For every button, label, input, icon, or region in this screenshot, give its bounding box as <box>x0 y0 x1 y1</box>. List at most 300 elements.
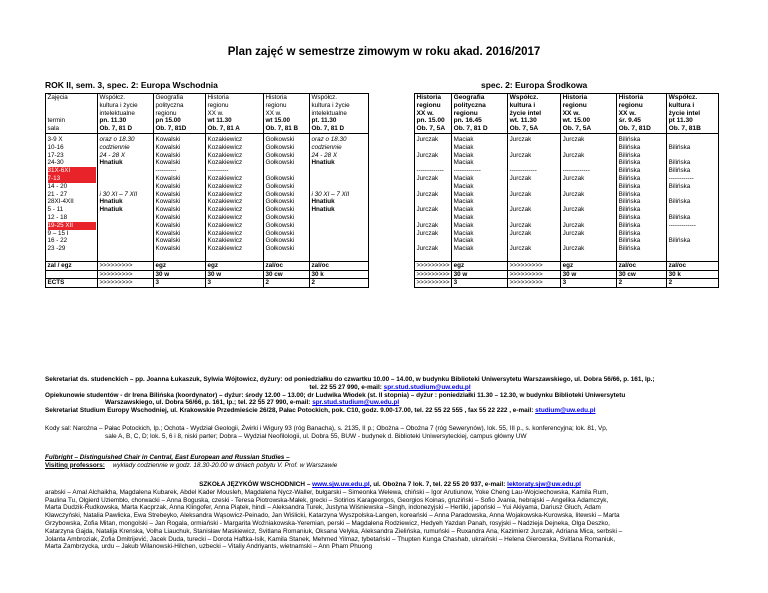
schedule-entry: ------------- <box>668 221 696 229</box>
schedule-entry <box>669 191 717 199</box>
cell-text: XX w. <box>562 109 580 117</box>
summary-cell: >>>>>>>>> <box>416 279 450 287</box>
schedule-entry: Bilińska <box>618 135 641 143</box>
schedule-entry: Maciak <box>453 174 474 182</box>
secretariat-email-label: e-mail: <box>361 383 382 391</box>
schedule-entry: Bilińska <box>618 206 641 214</box>
summary-cell: 2 <box>264 279 310 288</box>
cell-text: Ob. 7, 81 D <box>311 125 345 133</box>
schedule-entry: Gołkowski <box>265 143 295 151</box>
schedule-entry: Hnatiuk <box>311 206 335 214</box>
cell-text: Ob. 7, 5A <box>416 125 446 133</box>
schedule-entry: Gołkowski <box>265 221 295 229</box>
schedule-entry: Gołkowski <box>265 213 295 221</box>
schedule-entry: Kowalski <box>155 237 181 245</box>
gap-cell <box>369 279 415 288</box>
schedule-entry: codziennie <box>99 143 130 151</box>
school-email-link[interactable]: lektoraty.sjw@uw.edu.pl <box>507 481 581 488</box>
schedule-entry: Gołkowski <box>265 198 295 206</box>
schedule-entry <box>417 144 450 152</box>
schedule-entry <box>669 152 717 160</box>
summary-cell: egz <box>206 261 264 270</box>
languages-line-5: Grzybowska, Zofia Mitan, mongolski – Jan Rogala, ormiański - Margarita Woźniakowska-Yeremian, perski – Magdalena Rodziewicz, Hedyeh Yazdan Panah, rosyjski – Nadzieja Dejneka, Olga Deszko, <box>45 519 610 527</box>
course-header-cell <box>310 94 369 134</box>
summary-cell: >>>>>>>>> <box>98 279 154 288</box>
schedule-entry: Kowalski <box>155 229 181 237</box>
cell-text: Ob. 7, 81 D <box>453 125 488 133</box>
cell-text: śr. 9.45 <box>618 117 641 125</box>
cell-text: wt 15.00 <box>265 117 291 125</box>
schedule-entry <box>312 175 367 183</box>
cell-text: kultura i <box>668 101 695 109</box>
schedule-entry: Jurczak <box>416 221 439 229</box>
date-range: 19-25 XII <box>48 222 96 230</box>
row-label: zal / egz <box>46 261 98 270</box>
schedule-entry: ------------- <box>562 167 590 175</box>
school-website-link[interactable]: www.sjw.uw.edu.pl <box>312 481 370 488</box>
schedule-entry: Jurczak <box>509 245 532 253</box>
date-range: 24-30 <box>47 159 64 167</box>
schedule-entry: Bilińska <box>618 143 641 151</box>
cell-text: życie intel <box>668 109 701 117</box>
cell-text: Historia <box>562 94 588 101</box>
schedule-entry: Kozakiewicz <box>207 221 243 229</box>
date-range: 12 - 18 <box>47 213 68 221</box>
schedule-entry: Hnatiuk <box>99 206 123 214</box>
schedule-entry: ------------- <box>509 167 537 175</box>
schedule-entry <box>312 222 367 230</box>
cell-text <box>48 102 96 110</box>
course-header-cell <box>415 94 452 134</box>
summary-cell: egz <box>561 261 617 270</box>
schedule-entry: Bilińska <box>668 167 691 175</box>
summary-cell: 3 <box>452 279 508 288</box>
schedule-entry: Bilińska <box>618 245 641 253</box>
schedule-entry: Bilińska <box>618 159 641 167</box>
schedule-entry: Gołkowski <box>265 174 295 182</box>
schedule-entry: Kozakiewicz <box>207 190 243 198</box>
teacher-column <box>452 133 508 261</box>
schedule-entry <box>100 230 152 238</box>
cell-text: Ob. 7, 81 B <box>265 125 299 133</box>
schedule-entry: i 30 XI – 7 XII <box>99 190 138 198</box>
schedule-entry: Kowalski <box>155 213 181 221</box>
visiting-text: wykłady codziennie w godz. 18.30-20.00 w dniach pobytu V. Prof. w Warszawie <box>112 461 338 469</box>
schedule-entry: i 30 XI – 7 XII <box>311 190 350 198</box>
cell-text: Historia <box>265 94 287 101</box>
schedule-entry: Bilińska <box>668 143 691 151</box>
schedule-entry: Jurczak <box>509 206 532 214</box>
schedule-entry <box>510 198 559 206</box>
cell-text: Ob. 7, 5A <box>509 125 539 133</box>
schedule-entry: Kowalski <box>155 135 181 143</box>
summary-cell: >>>>>>>>> <box>508 270 561 279</box>
zal-row <box>46 261 719 270</box>
cell-text: pn. 15.00 <box>416 117 445 125</box>
schedule-entry: Gołkowski <box>265 237 295 245</box>
date-range: 28XI-4XII <box>47 198 74 206</box>
schedule-entry <box>100 183 152 191</box>
schedule-entry: Jurczak <box>509 151 532 159</box>
course-header-cell <box>667 94 719 134</box>
right-header: spec. 2: Europa Środkowa <box>481 80 588 90</box>
summary-cell: zal/oc <box>264 261 310 270</box>
cell-text: regionu <box>562 101 587 109</box>
schedule-entry <box>312 183 367 191</box>
summary-cell: >>>>>>>>> <box>98 270 154 279</box>
schedule-entry: Jurczak <box>416 245 439 253</box>
schedule-table <box>45 93 719 288</box>
schedule-entry <box>563 183 615 191</box>
advisors-email-link[interactable]: spr.stud.studium@uw.edu.pl <box>312 399 400 407</box>
schedule-entry: Jurczak <box>562 229 585 237</box>
schedule-entry: Maciak <box>453 135 474 143</box>
schedule-entry: Maciak <box>453 182 474 190</box>
schedule-entry: Gołkowski <box>265 190 295 198</box>
summary-cell: egz <box>452 261 508 270</box>
secretariat-email-link[interactable]: spr.stud.studium@uw.edu.pl <box>383 383 471 391</box>
schedule-entry: Kozakiewicz <box>207 135 243 143</box>
cell-text: XX w. <box>265 109 282 117</box>
schedule-entry: 24 - 28 X <box>99 151 126 159</box>
schedule-entry: Maciak <box>453 198 474 206</box>
cell-text: Ob. 7, 81 A <box>207 125 240 133</box>
cell-text: Współcz. <box>99 94 126 101</box>
schedule-entry: ---------- <box>207 167 229 175</box>
cell-text: Współcz. <box>509 94 539 101</box>
schedule-entry: Jurczak <box>562 190 585 198</box>
schedule-entry <box>100 245 152 253</box>
languages-line-4: Kławczyński, Natalia Pawlicka, Ewa Strebeyko, Aleksandra Wąsowicz-Peinado, Jan Wiślicki, Katarzyna Wyszpolska-Langen, koreański – Anna Paradowska, Anna Wojakowska-Kurowska, litewski – Marta <box>45 512 620 520</box>
advisors-text-2: Warszawskiego, ul. Dobra 56/66, p. 161, Ip.; tel. 22 55 27 990, e-mail: <box>105 399 311 407</box>
schedule-entry <box>100 222 152 230</box>
schedule-entry: codziennie <box>311 143 342 151</box>
teacher-column <box>617 133 667 261</box>
language-school <box>45 481 735 551</box>
summary-cell: zal/oc <box>617 261 667 270</box>
cell-text: XX w. <box>207 109 224 117</box>
schedule-entry: Gołkowski <box>265 151 295 159</box>
schedule-entry: Maciak <box>453 245 474 253</box>
schedule-entry <box>312 167 367 175</box>
schedule-entry <box>417 183 450 191</box>
schedule-entry: Bilińska <box>618 167 641 175</box>
cell-text: termin <box>47 117 65 125</box>
row-label: ECTS <box>46 279 98 288</box>
schedule-entry: Bilińska <box>668 213 691 221</box>
schedule-entry: Bilińska <box>618 174 641 182</box>
schedule-entry <box>510 159 559 167</box>
schedule-entry: Kowalski <box>155 151 181 159</box>
cell-text: Historia <box>207 94 229 101</box>
schedule-entry: Maciak <box>453 143 474 151</box>
fulbright-title: Fulbright – Distinguished Chair in Central, East European and Russian Studies – <box>45 454 290 461</box>
schedule-entry <box>312 245 367 253</box>
date-range: 17-23 <box>47 151 64 159</box>
cell-text: kultura i życie <box>311 101 350 109</box>
schedule-entry <box>100 167 152 175</box>
cell-text: wt. 11.30 <box>509 117 537 125</box>
schedule-entry: Kozakiewicz <box>207 174 243 182</box>
teacher-column <box>415 133 452 261</box>
date-range: 16 - 22 <box>47 237 68 245</box>
cell-text: regionu <box>453 109 478 117</box>
schedule-entry: Maciak <box>453 213 474 221</box>
schedule-entry: Maciak <box>453 229 474 237</box>
schedule-entry: oraz o 18.30 <box>311 135 347 143</box>
schedule-entry: Bilińska <box>618 229 641 237</box>
cell-text: pn. 16.45 <box>453 117 482 125</box>
cell-text: intelektualne <box>311 109 347 117</box>
summary-cell: 3 <box>561 279 617 288</box>
schedule-entry <box>669 245 717 253</box>
schedule-entry <box>510 237 559 245</box>
date-range: 3-9 X <box>47 135 63 143</box>
dates-column <box>46 133 98 261</box>
schedule-entry: Jurczak <box>416 229 439 237</box>
schedule-entry <box>669 230 717 238</box>
schedule-entry: Maciak <box>453 206 474 214</box>
left-header: ROK II, sem. 3, spec. 2: Europa Wschodnia <box>45 80 218 90</box>
schedule-entry: Jurczak <box>509 135 532 143</box>
schedule-entry: Bilińska <box>618 237 641 245</box>
cell-text: Ob. 7, 81B <box>668 125 701 133</box>
cell-text: Geografia <box>453 94 485 101</box>
gap-cell <box>369 94 415 134</box>
schedule-entry: Kozakiewicz <box>207 143 243 151</box>
schedule-body-row <box>46 133 719 261</box>
schedule-entry: Kozakiewicz <box>207 159 243 167</box>
page-title: Plan zajęć w semestrze zimowym w roku akad. 2016/2017 <box>227 46 541 58</box>
cell-text: XX w. <box>416 109 434 117</box>
gap-cell <box>369 270 415 279</box>
course-header-cell <box>264 94 310 134</box>
schedule-entry <box>417 214 450 222</box>
schedule-entry <box>563 144 615 152</box>
schedule-entry: Bilińska <box>618 221 641 229</box>
school-name: SZKOŁA JĘZYKÓW WSCHODNICH <box>199 481 306 488</box>
course-header-cell <box>154 94 206 134</box>
schedule-entry: Jurczak <box>562 221 585 229</box>
schedule-entry: Gołkowski <box>265 182 295 190</box>
schedule-entry <box>563 159 615 167</box>
schedule-entry: Bilińska <box>668 182 691 190</box>
teacher-column <box>98 133 154 261</box>
cell-text: pt 11.30 <box>668 117 693 125</box>
cell-text: polityczna <box>155 101 184 109</box>
teacher-column <box>508 133 561 261</box>
room-codes-line-1: Kody sal: Narożna – Pałac Potockich, Ip.; Ochota - Wydział Geologii, Żwirki i Wigury 93 (róg Banacha), s. 2135, II p.; Obożna – Obożna 7 (róg Sewerynów), lok. 55, III p., s. konferencyjna; lok. 81, Vp, <box>45 425 608 432</box>
schedule-entry: Jurczak <box>509 229 532 237</box>
cell-text: Historia <box>618 94 644 101</box>
schedule-entry: Bilińska <box>668 198 691 206</box>
schedule-entry <box>669 206 717 214</box>
schedule-entry: Maciak <box>453 221 474 229</box>
cell-text: kultura i <box>509 101 536 109</box>
summary-cell: 30 k <box>310 270 369 279</box>
course-header-cell <box>206 94 264 134</box>
course-header-cell <box>508 94 561 134</box>
cell-text: wt. 15.00 <box>562 117 591 125</box>
summary-cell: 2 <box>310 279 369 288</box>
h-row <box>46 270 719 279</box>
teacher-column <box>154 133 206 261</box>
cell-text: pt. 11.30 <box>311 117 337 125</box>
schedule-entry <box>312 230 367 238</box>
schedule-entry <box>417 237 450 245</box>
summary-cell: zal/oc <box>310 261 369 270</box>
fulbright-info <box>45 454 735 470</box>
schedule-entry: Maciak <box>453 159 474 167</box>
cell-text: Ob. 7, 81D <box>618 125 651 133</box>
schedule-entry <box>417 159 450 167</box>
schedule-entry <box>510 214 559 222</box>
summary-cell: >>>>>>>>> <box>416 270 450 278</box>
date-range: 7-13 <box>48 175 96 183</box>
languages-line-6: Katarzyna Gajda, Natalija Krenska, Volha Liauchuk, Stanisław Maskiewicz, Svitlana Romaniuk, Oksana Velyka, Aleksandra Zielińska, rumuński – Ruxandra Ana, Kazimierz Jurczak, Adriana Mica, serbski – <box>45 527 623 535</box>
cell-text: XX w. <box>618 109 636 117</box>
schedule-entry: Hnatiuk <box>99 198 123 206</box>
schedule-entry: Kowalski <box>155 198 181 206</box>
schedule-entry: Maciak <box>453 237 474 245</box>
schedule-entry <box>100 237 152 245</box>
school-dash: – <box>306 481 311 488</box>
cell-text: sala <box>47 125 60 133</box>
summary-cell: 30 w <box>206 270 264 279</box>
cell-text: regionu <box>265 101 287 109</box>
school-contact: , ul. Obożna 7 lok. 7, tel. 22 55 20 937, e-mail: <box>369 481 506 488</box>
summary-cell: 3 <box>154 279 206 288</box>
summary-cell: 2 <box>617 279 667 288</box>
schedule-entry <box>312 237 367 245</box>
schedule-entry: Kozakiewicz <box>207 198 243 206</box>
room-codes <box>45 425 735 441</box>
cell-text <box>48 110 96 118</box>
schedule-entry: Kozakiewicz <box>207 245 243 253</box>
cell-text: kultura i życie <box>99 101 138 109</box>
studium-email-link[interactable]: studium@uw.edu.pl <box>535 407 596 415</box>
schedule-entry: Jurczak <box>562 174 585 182</box>
languages-line-3: Marta Dudzik-Rudkowska, Marta Kacprzak, Anna Klingofer, Anna Piątek, hindi – Aleksandra Turek, Justyna Wiśniewska –Singh, indonezyjski – Hertiki, japoński – Yui Akiyama, Dariusz Głuch, Adam <box>45 504 601 512</box>
schedule-entry: Jurczak <box>562 245 585 253</box>
summary-cell: 30 cw <box>617 270 667 279</box>
teacher-column <box>667 133 719 261</box>
summary-cell: >>>>>>>>> <box>416 261 450 269</box>
course-header-cell <box>98 94 154 134</box>
schedule-entry: Kowalski <box>155 143 181 151</box>
cell-text: Ob. 7, 5A <box>562 125 592 133</box>
schedule-entry <box>563 214 615 222</box>
cell-text: regionu <box>416 101 441 109</box>
cell-text: pn 15.00 <box>155 117 181 125</box>
summary-cell: >>>>>>>>> <box>508 261 561 270</box>
schedule-entry: Kowalski <box>155 174 181 182</box>
row-label <box>46 270 98 279</box>
schedule-entry <box>563 237 615 245</box>
schedule-entry <box>510 144 559 152</box>
secretariat-info <box>45 376 735 415</box>
cell-text: wt 11.30 <box>207 117 232 125</box>
schedule-entry <box>100 175 152 183</box>
schedule-entry: Gołkowski <box>265 159 295 167</box>
schedule-entry: Jurczak <box>562 135 585 143</box>
course-header-cell <box>561 94 617 134</box>
schedule-entry: oraz o 18.30 <box>99 135 135 143</box>
teacher-column <box>206 133 264 261</box>
gap-cell <box>369 133 415 261</box>
schedule-entry: Bilińska <box>618 198 641 206</box>
schedule-entry: Gołkowski <box>265 206 295 214</box>
cell-text: regionu <box>207 101 229 109</box>
course-header-row <box>46 94 719 134</box>
schedule-entry: Jurczak <box>562 206 585 214</box>
schedule-entry: Maciak <box>453 190 474 198</box>
summary-cell: 30 w <box>154 270 206 279</box>
schedule-entry <box>563 198 615 206</box>
summary-cell: 2 <box>667 279 719 288</box>
schedule-entry: Hnatiuk <box>99 159 123 167</box>
languages-line-8: Marta Zambrzycka, urdu – Jakub Wilanowski-Hilchen, uzbecki – Vitaliy Andriyants, wietnamski – Ann Pham Phuong <box>45 543 373 551</box>
schedule-entry: 24 - 28 X <box>311 151 338 159</box>
ects-row <box>46 279 719 288</box>
date-range: 31X-6XI <box>48 167 96 175</box>
summary-cell: 30 w <box>561 270 617 279</box>
secretariat-text: Sekretariat ds. studenckich – pp. Joanna Łukaszuk, Sylwia Wójtowicz, dyżury: od poniedziałku do czwartku 10.00 – 14.00, w budynku Biblioteki Uniwersytetu Warszawskiego, ul. Dobra 56/66, p. 161, Ip.; <box>45 376 655 383</box>
gap-cell <box>369 261 415 270</box>
studium-secretariat-text: Sekretariat Studium Europy Wschodniej, ul. Krakowskie Przedmieście 26/28, Pałac Potockich, pok. C10, godz. 9.00-17.00, tel. 22 55 22 555 , fax 55 22 222 , e-mail: <box>45 407 534 415</box>
schedule-entry: Hnatiuk <box>311 159 335 167</box>
schedule-entry: Kowalski <box>155 206 181 214</box>
cell-text: Zajęcia <box>47 94 68 101</box>
schedule-entry: Kowalski <box>155 245 181 253</box>
schedule-entry: ------------- <box>453 167 481 175</box>
schedule-entry <box>100 214 152 222</box>
schedule-entry: Bilińska <box>668 237 691 245</box>
schedule-entry: Kowalski <box>155 221 181 229</box>
cell-text: Ob. 7, 81 D <box>99 125 133 133</box>
schedule-entry: Kozakiewicz <box>207 229 243 237</box>
date-range: 9 – 15 I <box>47 229 69 237</box>
advisors-text: Opiekunowie studentów - dr Irena Bilińska (koordynator) – dyżur: środy 12.00 – 13.00; dr Ludwika Włodek (st. II stopnia) – dyżur : poniedziałki 11.30 – 12.30, w budynku Biblioteki Uniwersytetu <box>45 391 626 399</box>
schedule-entry <box>669 136 717 144</box>
schedule-entry: Kowalski <box>155 190 181 198</box>
cell-text: Geografia <box>155 94 184 101</box>
schedule-entry: Jurczak <box>509 174 532 182</box>
schedule-entry: Bilińska <box>668 159 691 167</box>
summary-cell: egz <box>154 261 206 270</box>
schedule-entry: Bilińska <box>618 190 641 198</box>
languages-line-1: arabski – Amal Alchaikha, Magdalena Kubarek, Abdel Kader Mousleh, Magdalena Nycz-Waller, bułgarski – Simeonka Welewa, chiński – Igor Arutiunow, Yoke Cheng Lau-Wojciechowska, Kamila Rum, <box>45 488 609 496</box>
schedule-entry: Bilińska <box>618 182 641 190</box>
cell-text: Historia <box>416 94 442 101</box>
schedule-entry: Jurczak <box>416 151 439 159</box>
summary-cell: 30 k <box>667 270 719 279</box>
schedule-entry: Jurczak <box>416 135 439 143</box>
cell-text: pn. 11.30 <box>99 117 127 125</box>
schedule-entry: Jurczak <box>416 190 439 198</box>
schedule-entry: Gołkowski <box>265 135 295 143</box>
summary-cell: >>>>>>>>> <box>98 261 154 270</box>
summary-cell: zal/oc <box>667 261 719 270</box>
course-header-cell <box>452 94 508 134</box>
languages-line-2: Paulina Tu, Olgierd Uziembło, chorwacki – Anna Boguska, czeski - Teresa Piotrowska-Małek, grecki – Sotirios Karageorgos, Georgios Koinas, gruziński – Sofio Jvania, hebrajski – Angelika Adamczyk, <box>45 496 609 504</box>
schedule-entry: Kozakiewicz <box>207 213 243 221</box>
room-codes-line-2: sale A, B, C, D; lok. 5, 6 i 8, niski parter; Dobra – Wydział Neofilologii, ul. Dobra 55, BUW - budynek d. Biblioteki Uniwersyteckiej, campus główny UW <box>105 432 527 440</box>
schedule-entry: Kowalski <box>155 182 181 190</box>
secretariat-phone: tel. 22 55 27 990, <box>309 383 360 391</box>
schedule-entry: Kozakiewicz <box>207 182 243 190</box>
cell-text: Współcz. <box>311 94 338 101</box>
